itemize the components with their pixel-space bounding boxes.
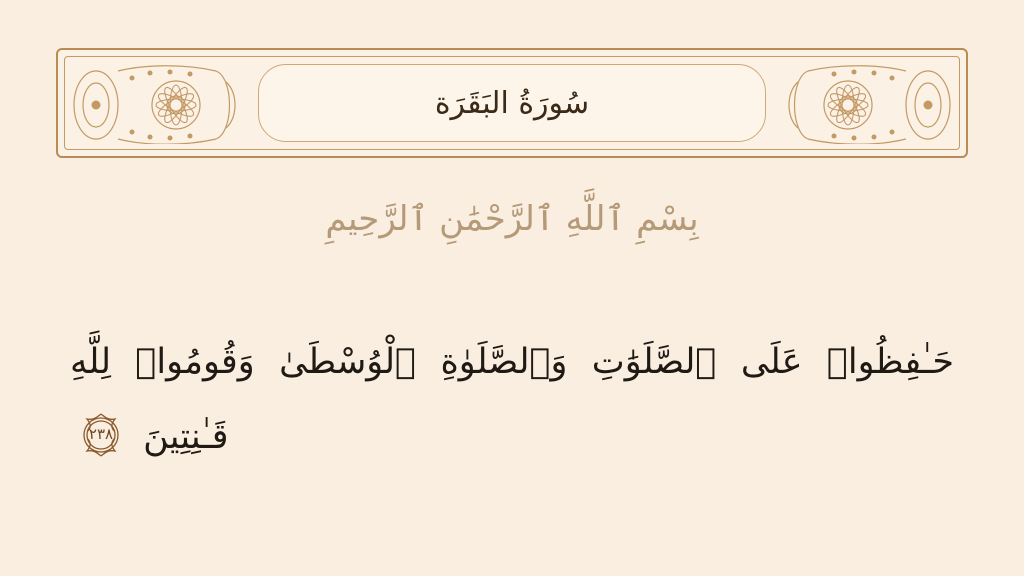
page-title: سُورَةُ البَقَرَة bbox=[434, 85, 590, 121]
ayah-end-marker-icon bbox=[74, 408, 128, 462]
ayah-body bbox=[70, 330, 954, 470]
arabesque-ornament-icon-left bbox=[66, 62, 262, 144]
ayah-line-2 bbox=[70, 405, 954, 470]
surah-header-frame bbox=[56, 48, 968, 158]
ayah-number: ٢٣٨ bbox=[88, 424, 114, 443]
ayah-line-1 bbox=[70, 330, 954, 395]
ayah-text-line-2: قَـٰنِتِينَ bbox=[143, 416, 229, 457]
arabesque-ornament-icon-right bbox=[762, 62, 958, 144]
ayah-text-line-1: حَـٰفِظُوا۟ عَلَى ٱلصَّلَوَٰتِ وَٱلصَّلَوٰةِ ٱلْوُسْطَىٰ وَقُومُوا۟ لِلَّهِ bbox=[70, 342, 954, 382]
surah-title-panel bbox=[258, 64, 766, 142]
basmala-text: بِسْمِ ٱللَّهِ ٱلرَّحْمَٰنِ ٱلرَّحِيمِ bbox=[325, 199, 699, 239]
